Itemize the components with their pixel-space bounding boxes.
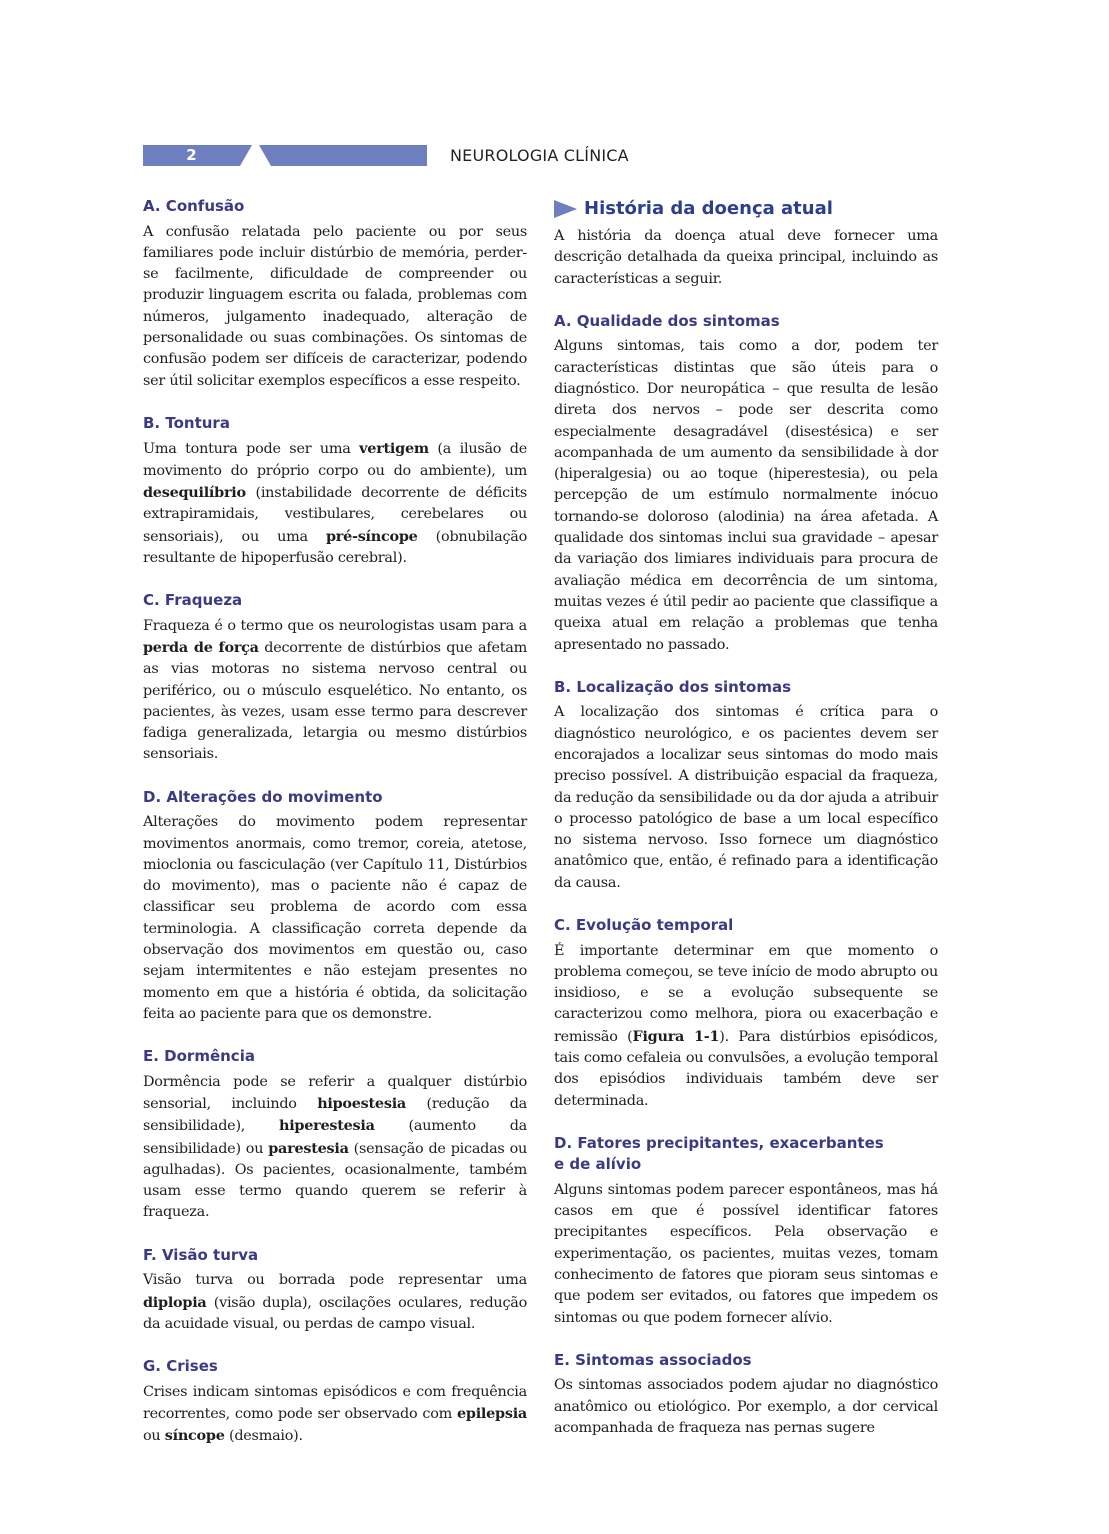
text-run: (aumento da sensibilidade) ou <box>143 1118 527 1157</box>
section-text <box>554 941 938 1112</box>
section-heading: A. Confusão <box>143 197 245 215</box>
section-title-text: História da doença atual <box>584 198 833 219</box>
bold-term: síncope <box>164 1427 225 1445</box>
page-number: 2 <box>186 146 197 164</box>
heading-line: e de alívio <box>554 1155 642 1174</box>
text-run: (instabilidade decorrente de déficits extrapiramidais, vestibulares, cerebelares ou sensoriais), ou uma <box>143 484 527 545</box>
text-run: (a ilusão de movimento do próprio corpo ou do ambiente), um <box>143 441 527 479</box>
section-text: Alguns sintomas, tais como a dor, podem ter características distintas que são úteis para o diagnóstico. Dor neuropática – que resulta de lesão direta dos nervos – pode ser descrita como especialmente desagradável (disestésica) e ser acompanhada de um aumento da sensibilidade à dor (hiperalgesia) ou ao toque (hiperestesia), ou pela percepção de um estímulo normalmente inócuo tornando-se doloroso (alodinia) na área afetada. A qualidade dos sintomas inclui sua gravidade – apesar da variação dos limiares individuais para procura de avaliação médica em decorrência de um sintoma, muitas vezes é útil pedir ao paciente que classifique a queixa atual em relação a problemas que tenha apresentado no passado. <box>554 338 938 653</box>
section-title <box>554 196 938 222</box>
text-run: ). Para distúrbios episódicos, tais como cefaleia ou convulsões, a evolução temporal dos episódios individuais também deve ser determinada. <box>554 1028 938 1109</box>
section-heading: B. Localização dos sintomas <box>554 677 792 696</box>
text-run: Crises indicam sintomas episódicos e com frequência recorrentes, como pode ser observado com <box>143 1383 527 1422</box>
figure-reference: Figura 1-1 <box>632 1027 720 1045</box>
section-text <box>143 1270 527 1335</box>
section-heading: C. Evolução temporal <box>554 916 734 935</box>
section-qualidade-sintomas <box>554 311 938 656</box>
text-run: ou <box>143 1428 165 1445</box>
left-column <box>143 196 527 1469</box>
section-crises <box>143 1356 527 1447</box>
section-heading: E. Sintomas associados <box>554 1350 752 1369</box>
text-run: decorrente de distúrbios que afetam as vias motoras no sistema nervoso central ou periférico, ou o músculo esquelético. No entanto, os pacientes, às vezes, usam esse termo para descrever fadiga generalizada, letargia ou mesmo distúrbios sensoriais. <box>143 639 527 763</box>
section-text <box>143 616 527 766</box>
bold-term: parestesia <box>268 1139 349 1157</box>
bold-term: pré-síncope <box>325 527 418 545</box>
section-heading: D. Alterações do movimento <box>143 787 383 806</box>
section-dormencia <box>143 1046 527 1224</box>
text-run: (desmaio). <box>224 1428 303 1445</box>
section-historia-doenca-atual <box>554 196 938 290</box>
text-run: (sensação de picadas ou agulhadas). Os pacientes, ocasionalmente, também usam esse termo quando querem se referir à fraqueza. <box>143 1140 527 1221</box>
section-text: Os sintomas associados podem ajudar no diagnóstico anatômico ou etiológico. Por exemplo, a dor cervical acompanhada de fraqueza nas pernas sugere <box>554 1377 938 1437</box>
section-text: A localização dos sintomas é crítica para o diagnóstico neurológico, e os pacientes devem ser encorajados a localizar seus sintomas do modo mais preciso possível. A distribuição espacial da fraqueza, da redução da sensibilidade ou da dor ajuda a atribuir o processo patológico de base a um local específico no sistema nervoso. Isso fornece um diagnóstico anatômico que, então, é refinado para a identificação da causa. <box>554 704 938 891</box>
section-text: Alterações do movimento podem representar movimentos anormais, como tremor, coreia, atetose, mioclonia ou fasciculação (ver Capítulo 11, Distúrbios do movimento), mas o paciente não é capaz de classificar seu problema de acordo com essa terminologia. A classificação correta depende da observação dos movimentos em questão ou, caso sejam intermitentes e não estejam presentes no momento em que a história é obtida, da solicitação feita ao paciente para que os demonstre. <box>143 814 527 1022</box>
section-evolucao-temporal <box>554 915 938 1112</box>
section-heading: F. Visão turva <box>143 1245 259 1264</box>
section-localizacao-sintomas <box>554 677 938 894</box>
bold-term: desequilíbrio <box>143 483 246 501</box>
section-heading <box>554 1133 938 1176</box>
section-heading: C. Fraqueza <box>143 591 243 610</box>
intro-text: A história da doença atual deve fornecer uma descrição detalhada da queixa principal, incluindo as características a seguir. <box>554 228 938 287</box>
section-text <box>143 1072 527 1224</box>
section-confusao <box>143 196 527 392</box>
text-run: Visão turva ou borrada pode representar uma <box>143 1272 527 1289</box>
section-fraqueza <box>143 590 527 766</box>
section-text <box>143 438 527 569</box>
right-column <box>554 196 938 1460</box>
text-run: (obnubilação resultante de hipoperfusão cerebral). <box>143 528 528 566</box>
section-tontura <box>143 413 527 569</box>
text-run: Fraqueza é o termo que os neurologistas usam para a <box>143 617 527 634</box>
bold-term: hiperestesia <box>278 1117 375 1135</box>
text-run: (redução da sensibilidade), <box>143 1096 527 1135</box>
section-text: A confusão relatada pelo paciente ou por seus familiares pode incluir distúrbio de memória, perder-se facilmente, dificuldade de compreender ou produzir linguagem escrita ou falada, problemas com números, julgamento inadequado, alteração de personalidade ou suas combinações. Os sintomas de confusão podem ser difíceis de caracterizar, podendo ser útil solicitar exemplos específicos a esse respeito. <box>143 223 527 389</box>
section-heading: A. Qualidade dos sintomas <box>554 311 780 330</box>
running-title: NEUROLOGIA CLÍNICA <box>450 146 629 165</box>
bold-term: diplopia <box>143 1293 207 1311</box>
heading-line: D. Fatores precipitantes, exacerbantes <box>554 1133 884 1152</box>
section-text <box>143 1382 527 1448</box>
bold-term: perda de força <box>143 638 259 656</box>
text-run: Dormência pode se referir a qualquer distúrbio sensorial, incluindo <box>143 1073 527 1112</box>
text-run: Uma tontura pode ser uma <box>143 441 360 458</box>
section-alteracoes-movimento <box>143 787 527 1025</box>
bold-term: vertigem <box>359 440 429 458</box>
section-text: Alguns sintomas podem parecer espontâneos, mas há casos em que é possível identificar fatores precipitantes específicos. Pela observação e experimentação, os pacientes, muitas vezes, tomam conhecimento de fatores que pioram seus sintomas e que podem ser evitados, ou fatores que impedem os sintomas ou que podem fornecer alívio. <box>554 1181 938 1326</box>
bold-term: epilepsia <box>456 1404 527 1422</box>
section-heading: E. Dormência <box>143 1047 255 1066</box>
section-heading: G. Crises <box>143 1357 218 1376</box>
text-run: (visão dupla), oscilações oculares, redução da acuidade visual, ou perdas de campo visual. <box>143 1294 527 1332</box>
section-sintomas-associados <box>554 1350 938 1439</box>
section-fatores-precipitantes <box>554 1133 938 1329</box>
bold-term: hipoestesia <box>317 1095 406 1112</box>
triangle-arrow-icon <box>554 200 577 218</box>
section-visao-turva <box>143 1245 527 1335</box>
text-run: É importante determinar em que momento o problema começou, se teve início de modo abrupto ou insidioso, e se a evolução subsequente se caracterizou como melhora, piora ou exacerbação e remissão ( <box>554 942 938 1045</box>
section-heading: B. Tontura <box>143 413 230 432</box>
